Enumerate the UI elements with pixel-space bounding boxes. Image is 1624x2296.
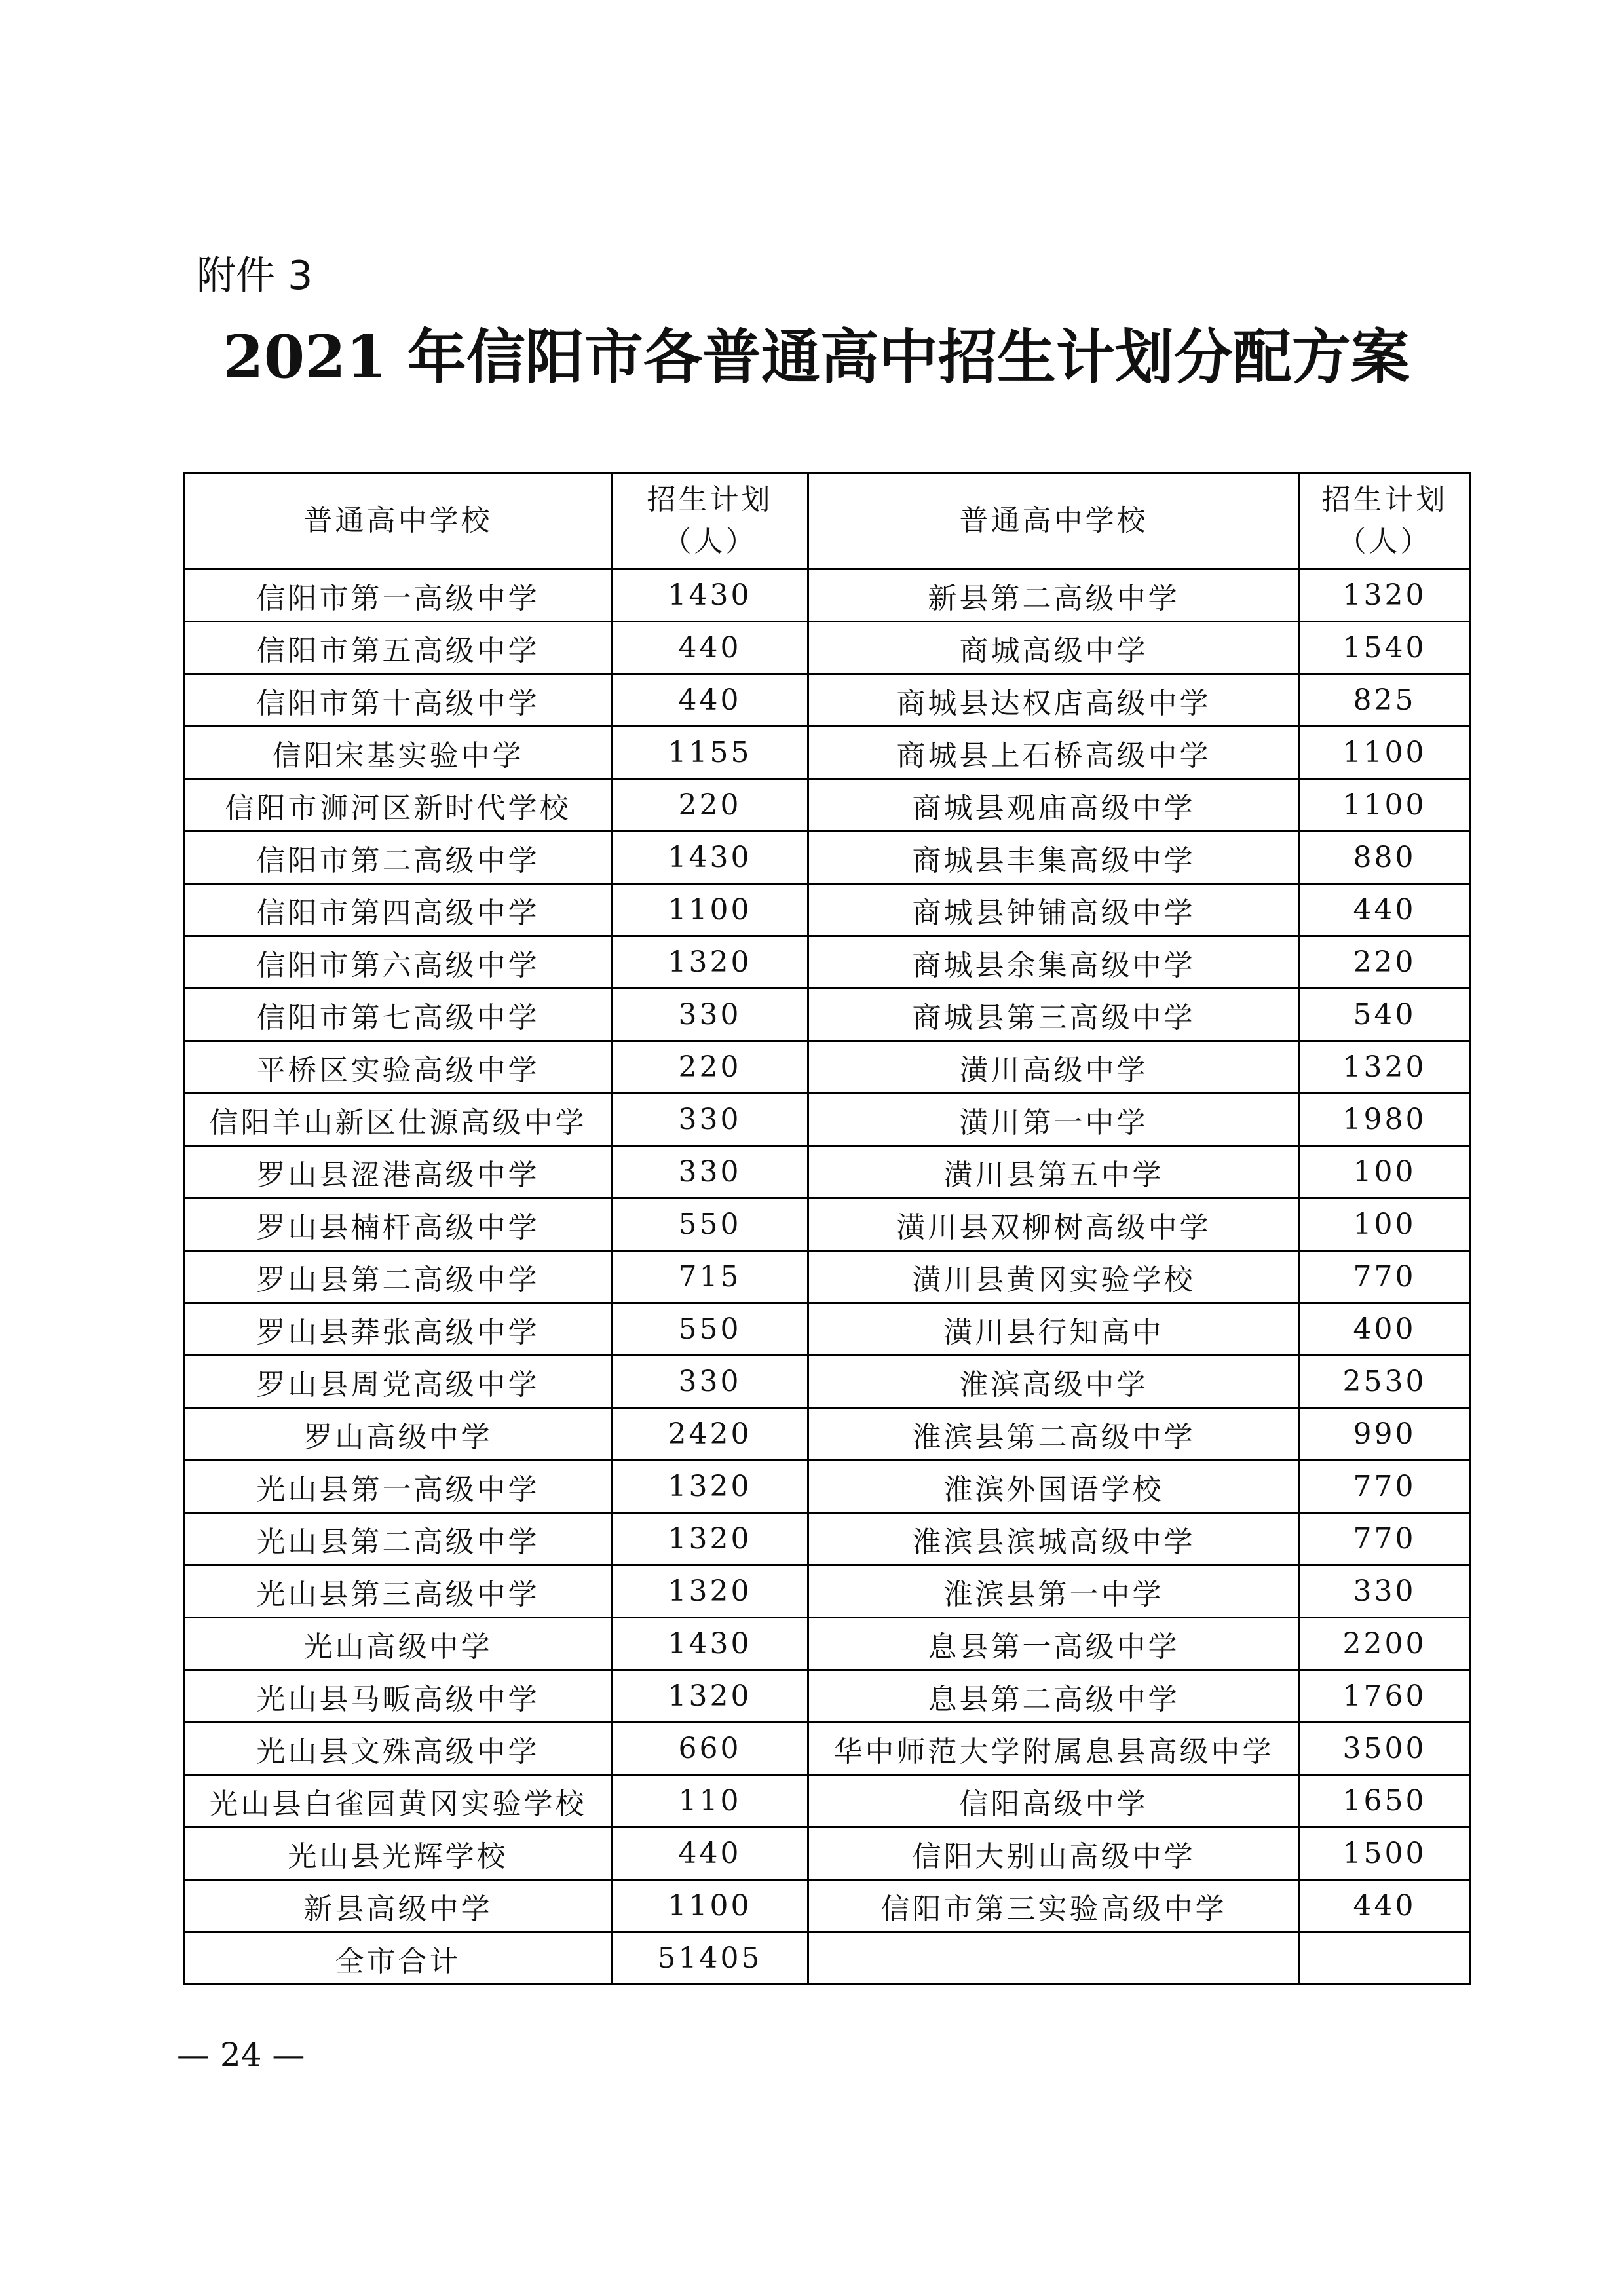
table-row (185, 1198, 1470, 1251)
table-row (185, 622, 1470, 674)
plan-cell: 1100 (1300, 727, 1470, 779)
school-cell: 罗山县楠杆高级中学 (185, 1198, 612, 1251)
header-plan-left (612, 473, 808, 569)
header-plan-line2: （人） (1337, 525, 1432, 558)
plan-cell: 550 (612, 1303, 808, 1356)
plan-cell: 770 (1300, 1513, 1470, 1565)
school-cell: 信阳市第三实验高级中学 (808, 1880, 1300, 1932)
school-cell: 潢川县双柳树高级中学 (808, 1198, 1300, 1251)
school-cell: 光山县光辉学校 (185, 1827, 612, 1880)
table-body (185, 569, 1470, 1932)
plan-cell: 1430 (612, 1618, 808, 1670)
plan-cell: 1760 (1300, 1670, 1470, 1723)
table-row (185, 1041, 1470, 1094)
school-cell: 信阳羊山新区仕源高级中学 (185, 1094, 612, 1146)
plan-cell: 1320 (612, 1670, 808, 1723)
plan-cell: 1100 (612, 884, 808, 936)
school-cell: 罗山县莽张高级中学 (185, 1303, 612, 1356)
table-row (185, 989, 1470, 1041)
plan-cell: 1320 (1300, 569, 1470, 622)
school-cell: 潢川县第五中学 (808, 1146, 1300, 1198)
school-cell: 光山县白雀园黄冈实验学校 (185, 1775, 612, 1827)
header-school-right: 普通高中学校 (808, 473, 1300, 569)
school-cell: 罗山县涩港高级中学 (185, 1146, 612, 1198)
table-row (185, 1670, 1470, 1723)
table-row (185, 1461, 1470, 1513)
total-value: 51405 (612, 1932, 808, 1985)
school-cell: 商城县上石桥高级中学 (808, 727, 1300, 779)
plan-cell: 400 (1300, 1303, 1470, 1356)
table-row (185, 884, 1470, 936)
header-school-left: 普通高中学校 (185, 473, 612, 569)
plan-cell: 660 (612, 1723, 808, 1775)
table-row (185, 1775, 1470, 1827)
school-cell: 罗山高级中学 (185, 1408, 612, 1461)
plan-cell: 330 (612, 989, 808, 1041)
school-cell: 商城县余集高级中学 (808, 936, 1300, 989)
school-cell: 信阳市第五高级中学 (185, 622, 612, 674)
plan-cell: 1540 (1300, 622, 1470, 674)
plan-cell: 990 (1300, 1408, 1470, 1461)
school-cell: 信阳市第七高级中学 (185, 989, 612, 1041)
school-cell: 淮滨高级中学 (808, 1356, 1300, 1408)
empty-cell (808, 1932, 1300, 1985)
plan-cell: 440 (1300, 884, 1470, 936)
plan-cell: 220 (612, 779, 808, 832)
plan-cell: 1320 (612, 1513, 808, 1565)
plan-cell: 1320 (612, 1461, 808, 1513)
plan-cell: 220 (612, 1041, 808, 1094)
school-cell: 信阳市第四高级中学 (185, 884, 612, 936)
plan-cell: 550 (612, 1198, 808, 1251)
school-cell: 华中师范大学附属息县高级中学 (808, 1723, 1300, 1775)
plan-cell: 1430 (612, 569, 808, 622)
table-row (185, 1251, 1470, 1303)
plan-cell: 440 (612, 674, 808, 727)
school-cell: 淮滨县第二高级中学 (808, 1408, 1300, 1461)
header-plan-line1: 招生计划 (647, 483, 773, 516)
school-cell: 商城县钟铺高级中学 (808, 884, 1300, 936)
school-cell: 潢川高级中学 (808, 1041, 1300, 1094)
school-cell: 新县高级中学 (185, 1880, 612, 1932)
table-row (185, 1880, 1470, 1932)
plan-cell: 2200 (1300, 1618, 1470, 1670)
school-cell: 信阳市第十高级中学 (185, 674, 612, 727)
enrollment-plan-table (183, 472, 1471, 1985)
plan-cell: 1100 (612, 1880, 808, 1932)
plan-cell: 825 (1300, 674, 1470, 727)
school-cell: 潢川第一中学 (808, 1094, 1300, 1146)
table-row (185, 1618, 1470, 1670)
school-cell: 信阳市浉河区新时代学校 (185, 779, 612, 832)
school-cell: 光山县第三高级中学 (185, 1565, 612, 1618)
page-number: — 24 — (177, 2036, 305, 2074)
school-cell: 信阳大别山高级中学 (808, 1827, 1300, 1880)
table-row (185, 832, 1470, 884)
table-row (185, 674, 1470, 727)
school-cell: 光山县马畈高级中学 (185, 1670, 612, 1723)
table-row (185, 1146, 1470, 1198)
plan-cell: 330 (612, 1094, 808, 1146)
plan-cell: 440 (612, 622, 808, 674)
plan-cell: 3500 (1300, 1723, 1470, 1775)
school-cell: 信阳市第二高级中学 (185, 832, 612, 884)
table-row (185, 1723, 1470, 1775)
plan-cell: 770 (1300, 1251, 1470, 1303)
plan-cell: 1100 (1300, 779, 1470, 832)
school-cell: 信阳高级中学 (808, 1775, 1300, 1827)
header-plan-line1: 招生计划 (1321, 483, 1448, 516)
school-cell: 光山县第一高级中学 (185, 1461, 612, 1513)
table-row (185, 1356, 1470, 1408)
plan-cell: 1320 (612, 1565, 808, 1618)
table-row (185, 569, 1470, 622)
table-row (185, 1303, 1470, 1356)
table-row (185, 1408, 1470, 1461)
school-cell: 商城县达权店高级中学 (808, 674, 1300, 727)
table-row (185, 727, 1470, 779)
school-cell: 罗山县第二高级中学 (185, 1251, 612, 1303)
total-row (185, 1932, 1470, 1985)
plan-cell: 440 (612, 1827, 808, 1880)
plan-cell: 880 (1300, 832, 1470, 884)
attachment-label: 附件 3 (197, 253, 313, 299)
header-plan-right (1300, 473, 1470, 569)
plan-cell: 1980 (1300, 1094, 1470, 1146)
school-cell: 淮滨县第一中学 (808, 1565, 1300, 1618)
school-cell: 商城高级中学 (808, 622, 1300, 674)
school-cell: 光山高级中学 (185, 1618, 612, 1670)
table-row (185, 1094, 1470, 1146)
plan-cell: 715 (612, 1251, 808, 1303)
plan-cell: 440 (1300, 1880, 1470, 1932)
plan-cell: 330 (612, 1146, 808, 1198)
plan-cell: 1500 (1300, 1827, 1470, 1880)
table-header-row (185, 473, 1470, 569)
plan-cell: 100 (1300, 1198, 1470, 1251)
plan-cell: 2530 (1300, 1356, 1470, 1408)
school-cell: 商城县观庙高级中学 (808, 779, 1300, 832)
school-cell: 新县第二高级中学 (808, 569, 1300, 622)
table-row (185, 779, 1470, 832)
plan-cell: 220 (1300, 936, 1470, 989)
school-cell: 息县第二高级中学 (808, 1670, 1300, 1723)
plan-cell: 110 (612, 1775, 808, 1827)
school-cell: 信阳宋基实验中学 (185, 727, 612, 779)
plan-cell: 770 (1300, 1461, 1470, 1513)
school-cell: 罗山县周党高级中学 (185, 1356, 612, 1408)
plan-cell: 1320 (1300, 1041, 1470, 1094)
school-cell: 信阳市第一高级中学 (185, 569, 612, 622)
school-cell: 淮滨县滨城高级中学 (808, 1513, 1300, 1565)
school-cell: 息县第一高级中学 (808, 1618, 1300, 1670)
school-cell: 潢川县行知高中 (808, 1303, 1300, 1356)
plan-cell: 1155 (612, 727, 808, 779)
plan-cell: 1650 (1300, 1775, 1470, 1827)
plan-cell: 330 (1300, 1565, 1470, 1618)
school-cell: 潢川县黄冈实验学校 (808, 1251, 1300, 1303)
school-cell: 信阳市第六高级中学 (185, 936, 612, 989)
plan-cell: 540 (1300, 989, 1470, 1041)
plan-cell: 100 (1300, 1146, 1470, 1198)
school-cell: 商城县丰集高级中学 (808, 832, 1300, 884)
plan-cell: 330 (612, 1356, 808, 1408)
empty-cell (1300, 1932, 1470, 1985)
school-cell: 光山县文殊高级中学 (185, 1723, 612, 1775)
table-row (185, 936, 1470, 989)
table-row (185, 1513, 1470, 1565)
school-cell: 光山县第二高级中学 (185, 1513, 612, 1565)
school-cell: 平桥区实验高级中学 (185, 1041, 612, 1094)
plan-cell: 2420 (612, 1408, 808, 1461)
school-cell: 商城县第三高级中学 (808, 989, 1300, 1041)
plan-cell: 1320 (612, 936, 808, 989)
plan-cell: 1430 (612, 832, 808, 884)
header-plan-line2: （人） (662, 525, 757, 558)
total-label: 全市合计 (185, 1932, 612, 1985)
school-cell: 淮滨外国语学校 (808, 1461, 1300, 1513)
table-row (185, 1827, 1470, 1880)
table-row (185, 1565, 1470, 1618)
document-title: 2021 年信阳市各普通高中招生计划分配方案 (223, 322, 1410, 392)
